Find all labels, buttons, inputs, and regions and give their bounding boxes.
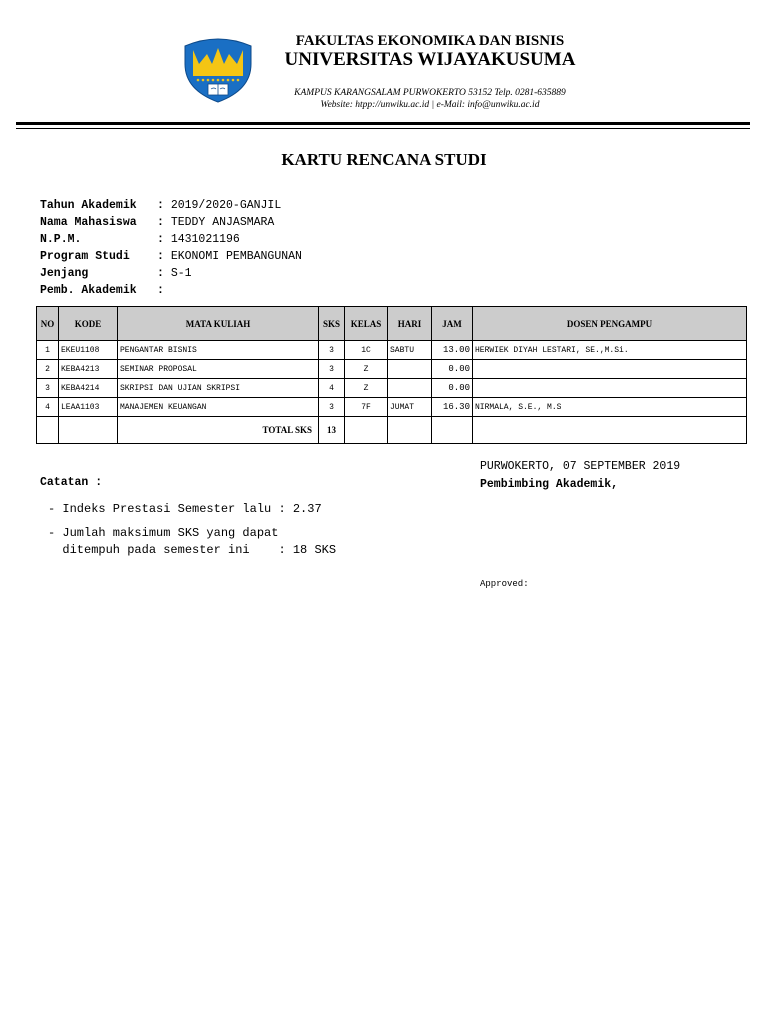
info-row-student-name: Nama Mahasiswa : TEDDY ANJASMARA: [40, 216, 275, 229]
info-value: 2019/2020-GANJIL: [170, 199, 282, 212]
cell-jam: 0.00: [432, 360, 473, 379]
col-header-sks: SKS: [319, 307, 345, 341]
cell-hari: SABTU: [388, 341, 432, 360]
advisor-role: Pembimbing Akademik,: [480, 478, 619, 491]
cell-sks: 3: [319, 360, 345, 379]
col-header-jam: JAM: [432, 307, 473, 341]
cell-kode: KEBA4214: [59, 379, 118, 398]
info-value: TEDDY ANJASMARA: [170, 216, 275, 229]
col-header-dosen: DOSEN PENGAMPU: [473, 307, 747, 341]
cell-hari: [388, 360, 432, 379]
cell-sks: 4: [319, 379, 345, 398]
cell-kelas: Z: [345, 360, 388, 379]
note-max-sks-line1: - Jumlah maksimum SKS yang dapat: [48, 526, 279, 540]
total-sks-label: TOTAL SKS: [118, 417, 319, 444]
cell-kelas: Z: [345, 379, 388, 398]
cell-mata-kuliah: SEMINAR PROPOSAL: [118, 360, 319, 379]
cell-jam: 16.30: [432, 398, 473, 417]
info-row-npm: N.P.M. : 1431021196: [40, 233, 240, 246]
cell-kode: KEBA4213: [59, 360, 118, 379]
cell-no: 4: [37, 398, 59, 417]
info-value: EKONOMI PEMBANGUNAN: [170, 250, 302, 263]
cell-kelas: 7F: [345, 398, 388, 417]
course-table: [36, 306, 747, 444]
campus-address: KAMPUS KARANGSALAM PURWOKERTO 53152 Telp. 0281-635889: [294, 88, 566, 98]
cell-hari: JUMAT: [388, 398, 432, 417]
info-row-academic-year: Tahun Akademik : 2019/2020-GANJIL: [40, 199, 282, 212]
total-row: [37, 417, 747, 444]
cell-hari: [388, 379, 432, 398]
col-header-kode: KODE: [59, 307, 118, 341]
cell-mata-kuliah: SKRIPSI DAN UJIAN SKRIPSI: [118, 379, 319, 398]
cell-sks: 3: [319, 398, 345, 417]
cell-dosen: HERWIEK DIYAH LESTARI, SE.,M.Si.: [473, 341, 747, 360]
cell-dosen: [473, 379, 747, 398]
cell-no: 1: [37, 341, 59, 360]
info-row-advisor: Pemb. Akademik :: [40, 284, 164, 297]
info-value: 1431021196: [170, 233, 240, 246]
col-header-kelas: KELAS: [345, 307, 388, 341]
note-max-sks-line2: ditempuh pada semester ini : 18 SKS: [48, 543, 337, 557]
cell-sks: 3: [319, 341, 345, 360]
table-header-row: [37, 307, 747, 341]
col-header-mata-kuliah: MATA KULIAH: [118, 307, 319, 341]
document-title: KARTU RENCANA STUDI: [281, 150, 487, 169]
info-value: S-1: [170, 267, 192, 280]
header-rule-thin: [16, 128, 750, 129]
header-rule-thick: [16, 122, 750, 125]
cell-dosen: NIRMALA, S.E., M.S: [473, 398, 747, 417]
cell-mata-kuliah: MANAJEMEN KEUANGAN: [118, 398, 319, 417]
note-ips: - Indeks Prestasi Semester lalu : 2.37: [48, 502, 322, 516]
cell-jam: 0.00: [432, 379, 473, 398]
table-row: [37, 398, 747, 417]
cell-no: 3: [37, 379, 59, 398]
table-row: [37, 360, 747, 379]
info-row-level: Jenjang : S-1: [40, 267, 192, 280]
university-name: UNIVERSITAS WIJAYAKUSUMA: [284, 49, 576, 70]
cell-kode: LEAA1103: [59, 398, 118, 417]
col-header-hari: HARI: [388, 307, 432, 341]
cell-mata-kuliah: PENGANTAR BISNIS: [118, 341, 319, 360]
info-row-study-program: Program Studi : EKONOMI PEMBANGUNAN: [40, 250, 302, 263]
website-email: Website: htpp://unwiku.ac.id | e-Mail: info@unwiku.ac.id: [320, 100, 540, 110]
table-row: [37, 379, 747, 398]
cell-kode: EKEU1108: [59, 341, 118, 360]
cell-jam: 13.00: [432, 341, 473, 360]
cell-dosen: [473, 360, 747, 379]
cell-kelas: 1C: [345, 341, 388, 360]
faculty-name: FAKULTAS EKONOMIKA DAN BISNIS: [295, 33, 565, 49]
table-row: [37, 341, 747, 360]
place-date: PURWOKERTO, 07 SEPTEMBER 2019: [480, 460, 681, 473]
total-sks-value: 13: [319, 417, 345, 444]
cell-no: 2: [37, 360, 59, 379]
notes-heading: Catatan :: [40, 476, 103, 489]
student-info: [40, 197, 302, 299]
university-logo-icon: [181, 34, 255, 104]
col-header-no: NO: [37, 307, 59, 341]
approved-label: Approved:: [480, 579, 529, 589]
